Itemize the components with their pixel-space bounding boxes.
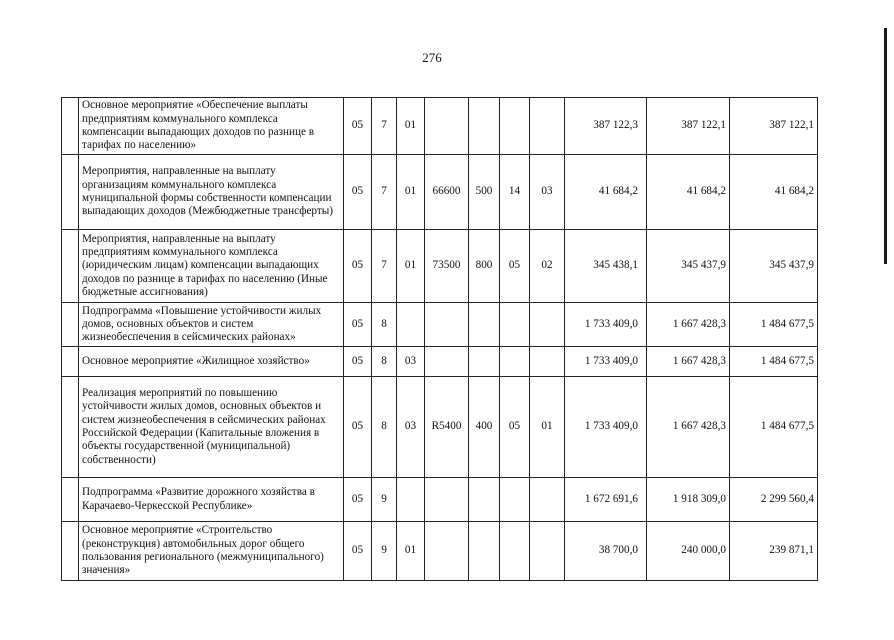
code-cell: 73500 xyxy=(425,230,469,303)
code-cell xyxy=(530,522,565,581)
code-cell: 14 xyxy=(500,155,530,230)
code-cell: 8 xyxy=(372,303,397,347)
amount-cell: 1 667 428,3 xyxy=(647,303,730,347)
row-name: Основное мероприятие «Строительство (реконструкция) автомобильных дорог общего пользования регионального (межмуниципального) значения» xyxy=(79,522,344,581)
code-cell xyxy=(500,303,530,347)
code-cell xyxy=(500,478,530,522)
code-cell xyxy=(425,522,469,581)
code-cell: 400 xyxy=(469,377,500,478)
row-name: Основное мероприятие «Жилищное хозяйство» xyxy=(79,347,344,377)
amount-cell: 38 700,0 xyxy=(565,522,647,581)
amount-cell: 387 122,1 xyxy=(730,98,818,155)
code-cell xyxy=(530,347,565,377)
table-row xyxy=(62,155,818,230)
code-cell: 800 xyxy=(469,230,500,303)
code-cell xyxy=(469,98,500,155)
code-cell xyxy=(425,478,469,522)
code-cell xyxy=(469,303,500,347)
code-cell: 05 xyxy=(344,347,372,377)
row-margin-cell xyxy=(62,303,79,347)
table-row xyxy=(62,522,818,581)
budget-table xyxy=(61,97,818,581)
code-cell: 05 xyxy=(344,230,372,303)
amount-cell: 1 733 409,0 xyxy=(565,377,647,478)
row-name: Подпрограмма «Повышение устойчивости жилых домов, основных объектов и систем жизнеобеспечения в сейсмических районах» xyxy=(79,303,344,347)
code-cell: 7 xyxy=(372,230,397,303)
code-cell xyxy=(469,478,500,522)
code-cell: 7 xyxy=(372,155,397,230)
row-margin-cell xyxy=(62,522,79,581)
code-cell: 7 xyxy=(372,98,397,155)
code-cell: 05 xyxy=(344,522,372,581)
code-cell: 02 xyxy=(530,230,565,303)
page-number: 276 xyxy=(422,50,442,65)
code-cell: 05 xyxy=(344,478,372,522)
code-cell xyxy=(469,347,500,377)
row-margin-cell xyxy=(62,377,79,478)
code-cell: 03 xyxy=(530,155,565,230)
amount-cell: 1 667 428,3 xyxy=(647,377,730,478)
code-cell: R5400 xyxy=(425,377,469,478)
amount-cell: 1 733 409,0 xyxy=(565,347,647,377)
row-margin-cell xyxy=(62,347,79,377)
row-name: Мероприятия, направленные на выплату предприятиям коммунального комплекса (юридическим лицам) компенсации выпадающих доходов по разнице в тарифах по населению (Иные бюджетные ассигнования) xyxy=(79,230,344,303)
code-cell: 03 xyxy=(397,347,425,377)
code-cell: 66600 xyxy=(425,155,469,230)
code-cell: 05 xyxy=(344,303,372,347)
code-cell: 8 xyxy=(372,347,397,377)
code-cell: 05 xyxy=(344,377,372,478)
code-cell xyxy=(425,303,469,347)
amount-cell: 1 484 677,5 xyxy=(730,347,818,377)
code-cell: 05 xyxy=(344,98,372,155)
code-cell xyxy=(397,478,425,522)
code-cell xyxy=(500,347,530,377)
code-cell: 05 xyxy=(500,377,530,478)
code-cell xyxy=(530,303,565,347)
amount-cell: 239 871,1 xyxy=(730,522,818,581)
table-row xyxy=(62,303,818,347)
table-row xyxy=(62,98,818,155)
code-cell: 03 xyxy=(397,377,425,478)
row-margin-cell xyxy=(62,230,79,303)
code-cell: 01 xyxy=(530,377,565,478)
code-cell: 9 xyxy=(372,478,397,522)
code-cell xyxy=(397,303,425,347)
code-cell xyxy=(425,98,469,155)
amount-cell: 41 684,2 xyxy=(647,155,730,230)
row-margin-cell xyxy=(62,155,79,230)
code-cell xyxy=(469,522,500,581)
amount-cell: 1 672 691,6 xyxy=(565,478,647,522)
amount-cell: 345 438,1 xyxy=(565,230,647,303)
code-cell: 01 xyxy=(397,522,425,581)
amount-cell: 1 667 428,3 xyxy=(647,347,730,377)
code-cell: 8 xyxy=(372,377,397,478)
row-name: Основное мероприятие «Обеспечение выплаты предприятиям коммунального комплекса компенсации выпадающих доходов по разнице в тарифах по населению» xyxy=(79,98,344,155)
amount-cell: 41 684,2 xyxy=(730,155,818,230)
table-row xyxy=(62,377,818,478)
amount-cell: 2 299 560,4 xyxy=(730,478,818,522)
scan-edge-line xyxy=(884,28,887,264)
code-cell xyxy=(425,347,469,377)
amount-cell: 387 122,1 xyxy=(647,98,730,155)
code-cell: 9 xyxy=(372,522,397,581)
code-cell: 01 xyxy=(397,230,425,303)
code-cell: 01 xyxy=(397,155,425,230)
code-cell xyxy=(500,522,530,581)
amount-cell: 41 684,2 xyxy=(565,155,647,230)
code-cell xyxy=(530,98,565,155)
code-cell xyxy=(530,478,565,522)
table-row xyxy=(62,478,818,522)
amount-cell: 240 000,0 xyxy=(647,522,730,581)
amount-cell: 1 484 677,5 xyxy=(730,303,818,347)
code-cell xyxy=(500,98,530,155)
table-row xyxy=(62,230,818,303)
amount-cell: 345 437,9 xyxy=(647,230,730,303)
table-row xyxy=(62,347,818,377)
code-cell: 05 xyxy=(344,155,372,230)
row-margin-cell xyxy=(62,98,79,155)
code-cell: 01 xyxy=(397,98,425,155)
amount-cell: 1 484 677,5 xyxy=(730,377,818,478)
amount-cell: 345 437,9 xyxy=(730,230,818,303)
row-margin-cell xyxy=(62,478,79,522)
amount-cell: 1 733 409,0 xyxy=(565,303,647,347)
row-name: Реализация мероприятий по повышению устойчивости жилых домов, основных объектов и систем жизнеобеспечения в сейсмических районах Российской Федерации (Капитальные вложения в объекты государственной (муниципальной) собственности) xyxy=(79,377,344,478)
amount-cell: 387 122,3 xyxy=(565,98,647,155)
code-cell: 05 xyxy=(500,230,530,303)
code-cell: 500 xyxy=(469,155,500,230)
amount-cell: 1 918 309,0 xyxy=(647,478,730,522)
row-name: Подпрограмма «Развитие дорожного хозяйства в Карачаево-Черкесской Республике» xyxy=(79,478,344,522)
row-name: Мероприятия, направленные на выплату организациям коммунального комплекса муниципальной формы собственности компенсации выпадающих доходов (Межбюджетные трансферты) xyxy=(79,155,344,230)
